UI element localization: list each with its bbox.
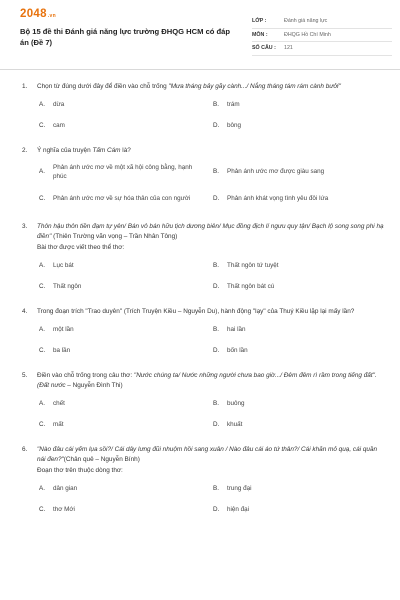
option-letter: D. <box>213 506 220 514</box>
logo-suffix: .vn <box>47 13 56 19</box>
exam-header <box>0 0 400 70</box>
option-letter: B. <box>213 400 219 408</box>
meta-row-class <box>252 15 392 29</box>
meta-row-subject <box>252 29 392 43</box>
option-text: dân gian <box>53 485 78 493</box>
answer-option[interactable] <box>213 97 387 113</box>
answer-option[interactable] <box>39 343 213 359</box>
answer-option[interactable] <box>39 417 213 433</box>
question-text-plain: Điền vào chỗ trống trong câu thơ: <box>37 372 134 379</box>
question-number: 6. <box>22 446 28 453</box>
option-text: ba lần <box>53 347 71 355</box>
question-text-italic: Tấm Cám <box>92 147 121 154</box>
answer-option[interactable] <box>213 258 387 274</box>
answer-options <box>22 97 386 134</box>
answer-option[interactable] <box>213 188 387 210</box>
exam-meta <box>252 15 392 56</box>
answer-options <box>22 161 386 210</box>
answer-option[interactable] <box>213 343 387 359</box>
answer-option[interactable] <box>213 396 387 412</box>
question-text-italic: "Mưa tháng bảy gãy cành.../ Nắng tháng tám rám cành bưởi" <box>168 83 341 90</box>
option-text: Phản ánh ước mơ được giàu sang <box>227 168 325 176</box>
answer-option[interactable] <box>39 188 213 210</box>
question-text-after: (Thiên Trường vãn vọng – Trần Nhân Tông) <box>51 233 178 240</box>
option-text: hai lần <box>227 326 246 334</box>
option-text: dừa <box>53 101 65 109</box>
answer-option[interactable] <box>213 502 387 518</box>
answer-option[interactable] <box>213 161 387 183</box>
answer-option[interactable] <box>39 97 213 113</box>
answer-option[interactable] <box>39 396 213 412</box>
answer-option[interactable] <box>213 481 387 497</box>
option-letter: A. <box>39 101 45 109</box>
option-text: mất <box>53 421 64 429</box>
option-text: Phản ánh khát vọng tình yêu đôi lứa <box>227 195 329 203</box>
question-text-plain: Trong đoạn trích "Trao duyên" (Trích Truyện Kiều – Nguyễn Du), hành động "lạy" của Thuý Kiều lặp lại mấy lần? <box>37 308 355 315</box>
question-number: 5. <box>22 372 28 379</box>
option-text: trám <box>227 101 240 109</box>
option-text: Thất ngôn <box>53 283 82 291</box>
question-block <box>22 307 386 359</box>
option-text: Thất ngôn bát cú <box>227 283 275 291</box>
option-letter: B. <box>213 262 219 270</box>
question-number: 2. <box>22 147 28 154</box>
answer-option[interactable] <box>213 322 387 338</box>
option-letter: C. <box>39 347 46 355</box>
meta-key: SỐ CÂU : <box>252 45 276 52</box>
option-letter: B. <box>213 101 219 109</box>
option-letter: C. <box>39 122 46 130</box>
question-text <box>37 307 386 317</box>
question-text <box>37 82 386 92</box>
option-text: một lần <box>53 326 74 334</box>
option-letter: B. <box>213 168 219 176</box>
meta-value: ĐHQG Hồ Chí Minh <box>284 31 331 38</box>
answer-option[interactable] <box>213 118 387 134</box>
option-letter: D. <box>213 421 220 429</box>
question-text <box>37 371 386 391</box>
option-letter: A. <box>39 168 45 176</box>
option-text: bông <box>227 122 242 130</box>
question-text-after: – Nguyễn Đình Thi) <box>65 382 123 389</box>
question-text <box>37 146 386 156</box>
question-list <box>0 70 400 518</box>
question-block <box>22 82 386 134</box>
option-text: bốn lần <box>227 347 248 355</box>
question-text-italic: "Nước chúng ta/ Nước những người chưa bao giờ.../ Đêm đêm rì rầm trong tiếng đất". (Đất nước <box>37 372 377 389</box>
answer-options <box>22 481 386 518</box>
option-letter: D. <box>213 122 220 130</box>
meta-row-count <box>252 42 392 56</box>
question-stem <box>22 371 386 391</box>
logo-main: 2048 <box>20 8 47 20</box>
option-letter: D. <box>213 347 220 355</box>
question-text-plain: Chọn từ đúng dưới đây để điền vào chỗ trống <box>37 83 169 90</box>
question-stem <box>22 82 386 92</box>
option-text: trung đại <box>227 485 252 493</box>
option-text: cam <box>53 122 65 130</box>
option-letter: A. <box>39 485 45 493</box>
question-stem <box>22 307 386 317</box>
answer-option[interactable] <box>39 161 213 183</box>
question-stem <box>22 146 386 156</box>
option-letter: C. <box>39 283 46 291</box>
question-stem <box>22 445 386 465</box>
option-letter: B. <box>213 485 219 493</box>
question-stem <box>22 222 386 242</box>
option-letter: B. <box>213 326 219 334</box>
answer-option[interactable] <box>213 417 387 433</box>
answer-option[interactable] <box>213 279 387 295</box>
option-text: chết <box>53 400 65 408</box>
exam-title: Bộ 15 đề thi Đánh giá năng lực trường ĐHQG HCM có đáp án (Đề 7) <box>20 27 231 47</box>
answer-option[interactable] <box>39 481 213 497</box>
question-block <box>22 371 386 433</box>
option-text: buông <box>227 400 245 408</box>
option-letter: A. <box>39 262 45 270</box>
question-block <box>22 222 386 295</box>
meta-value: 121 <box>284 45 293 52</box>
question-block <box>22 146 386 210</box>
answer-options <box>22 258 386 295</box>
question-number: 1. <box>22 83 28 90</box>
question-text-italic: "Nào đâu cái yếm lụa sồi?/ Cái dây lưng đũi nhuộm hồi sang xuân / Nào đâu cái áo tứ thân?/ Cái khăn mỏ quạ, cái quần nái đen?" <box>37 446 378 463</box>
question-text <box>37 445 386 465</box>
meta-key: LỚP : <box>252 18 267 25</box>
answer-option[interactable] <box>39 118 213 134</box>
option-text: Lục bát <box>53 262 74 270</box>
option-text: Phản ánh ước mơ về sự hóa thân của con người <box>53 195 191 203</box>
option-text: hiện đại <box>227 506 250 514</box>
option-text: Phản ánh ước mơ về một xã hội công bằng, hạnh phúc <box>53 163 193 180</box>
question-number: 3. <box>22 223 28 230</box>
option-letter: C. <box>39 421 46 429</box>
option-text: khuất <box>227 421 243 429</box>
question-text-plain: Ý nghĩa của truyện <box>37 147 93 154</box>
question-subprompt: Bài thơ được viết theo thể thơ: <box>37 244 125 251</box>
meta-value: Đánh giá năng lực <box>284 18 328 25</box>
question-subprompt: Đoạn thơ trên thuộc dòng thơ: <box>37 467 123 474</box>
option-letter: C. <box>39 195 46 203</box>
answer-option[interactable] <box>39 279 213 295</box>
answer-option[interactable] <box>39 258 213 274</box>
question-block <box>22 445 386 518</box>
question-text-italic: Thôn hậu thôn tiền đạm tự yên/ Bán vô bán hữu tịch dương biên/ Mục đồng địch lí ngưu quy tận/ Bạch lộ song song phi hạ điền" <box>37 223 384 240</box>
question-text-after: là? <box>120 147 131 154</box>
option-text: Thất ngôn tứ tuyệt <box>227 262 279 270</box>
option-text: thơ Mới <box>53 506 75 514</box>
option-letter: A. <box>39 326 45 334</box>
question-number: 4. <box>22 308 28 315</box>
option-letter: D. <box>213 195 220 203</box>
answer-options <box>22 396 386 433</box>
answer-options <box>22 322 386 359</box>
option-letter: C. <box>39 506 46 514</box>
answer-option[interactable] <box>39 502 213 518</box>
answer-option[interactable] <box>39 322 213 338</box>
question-text-after: (Chân quê – Nguyễn Bính) <box>63 456 140 463</box>
question-text <box>37 222 386 242</box>
meta-key: MÔN : <box>252 31 268 38</box>
option-letter: A. <box>39 400 45 408</box>
option-letter: D. <box>213 283 220 291</box>
